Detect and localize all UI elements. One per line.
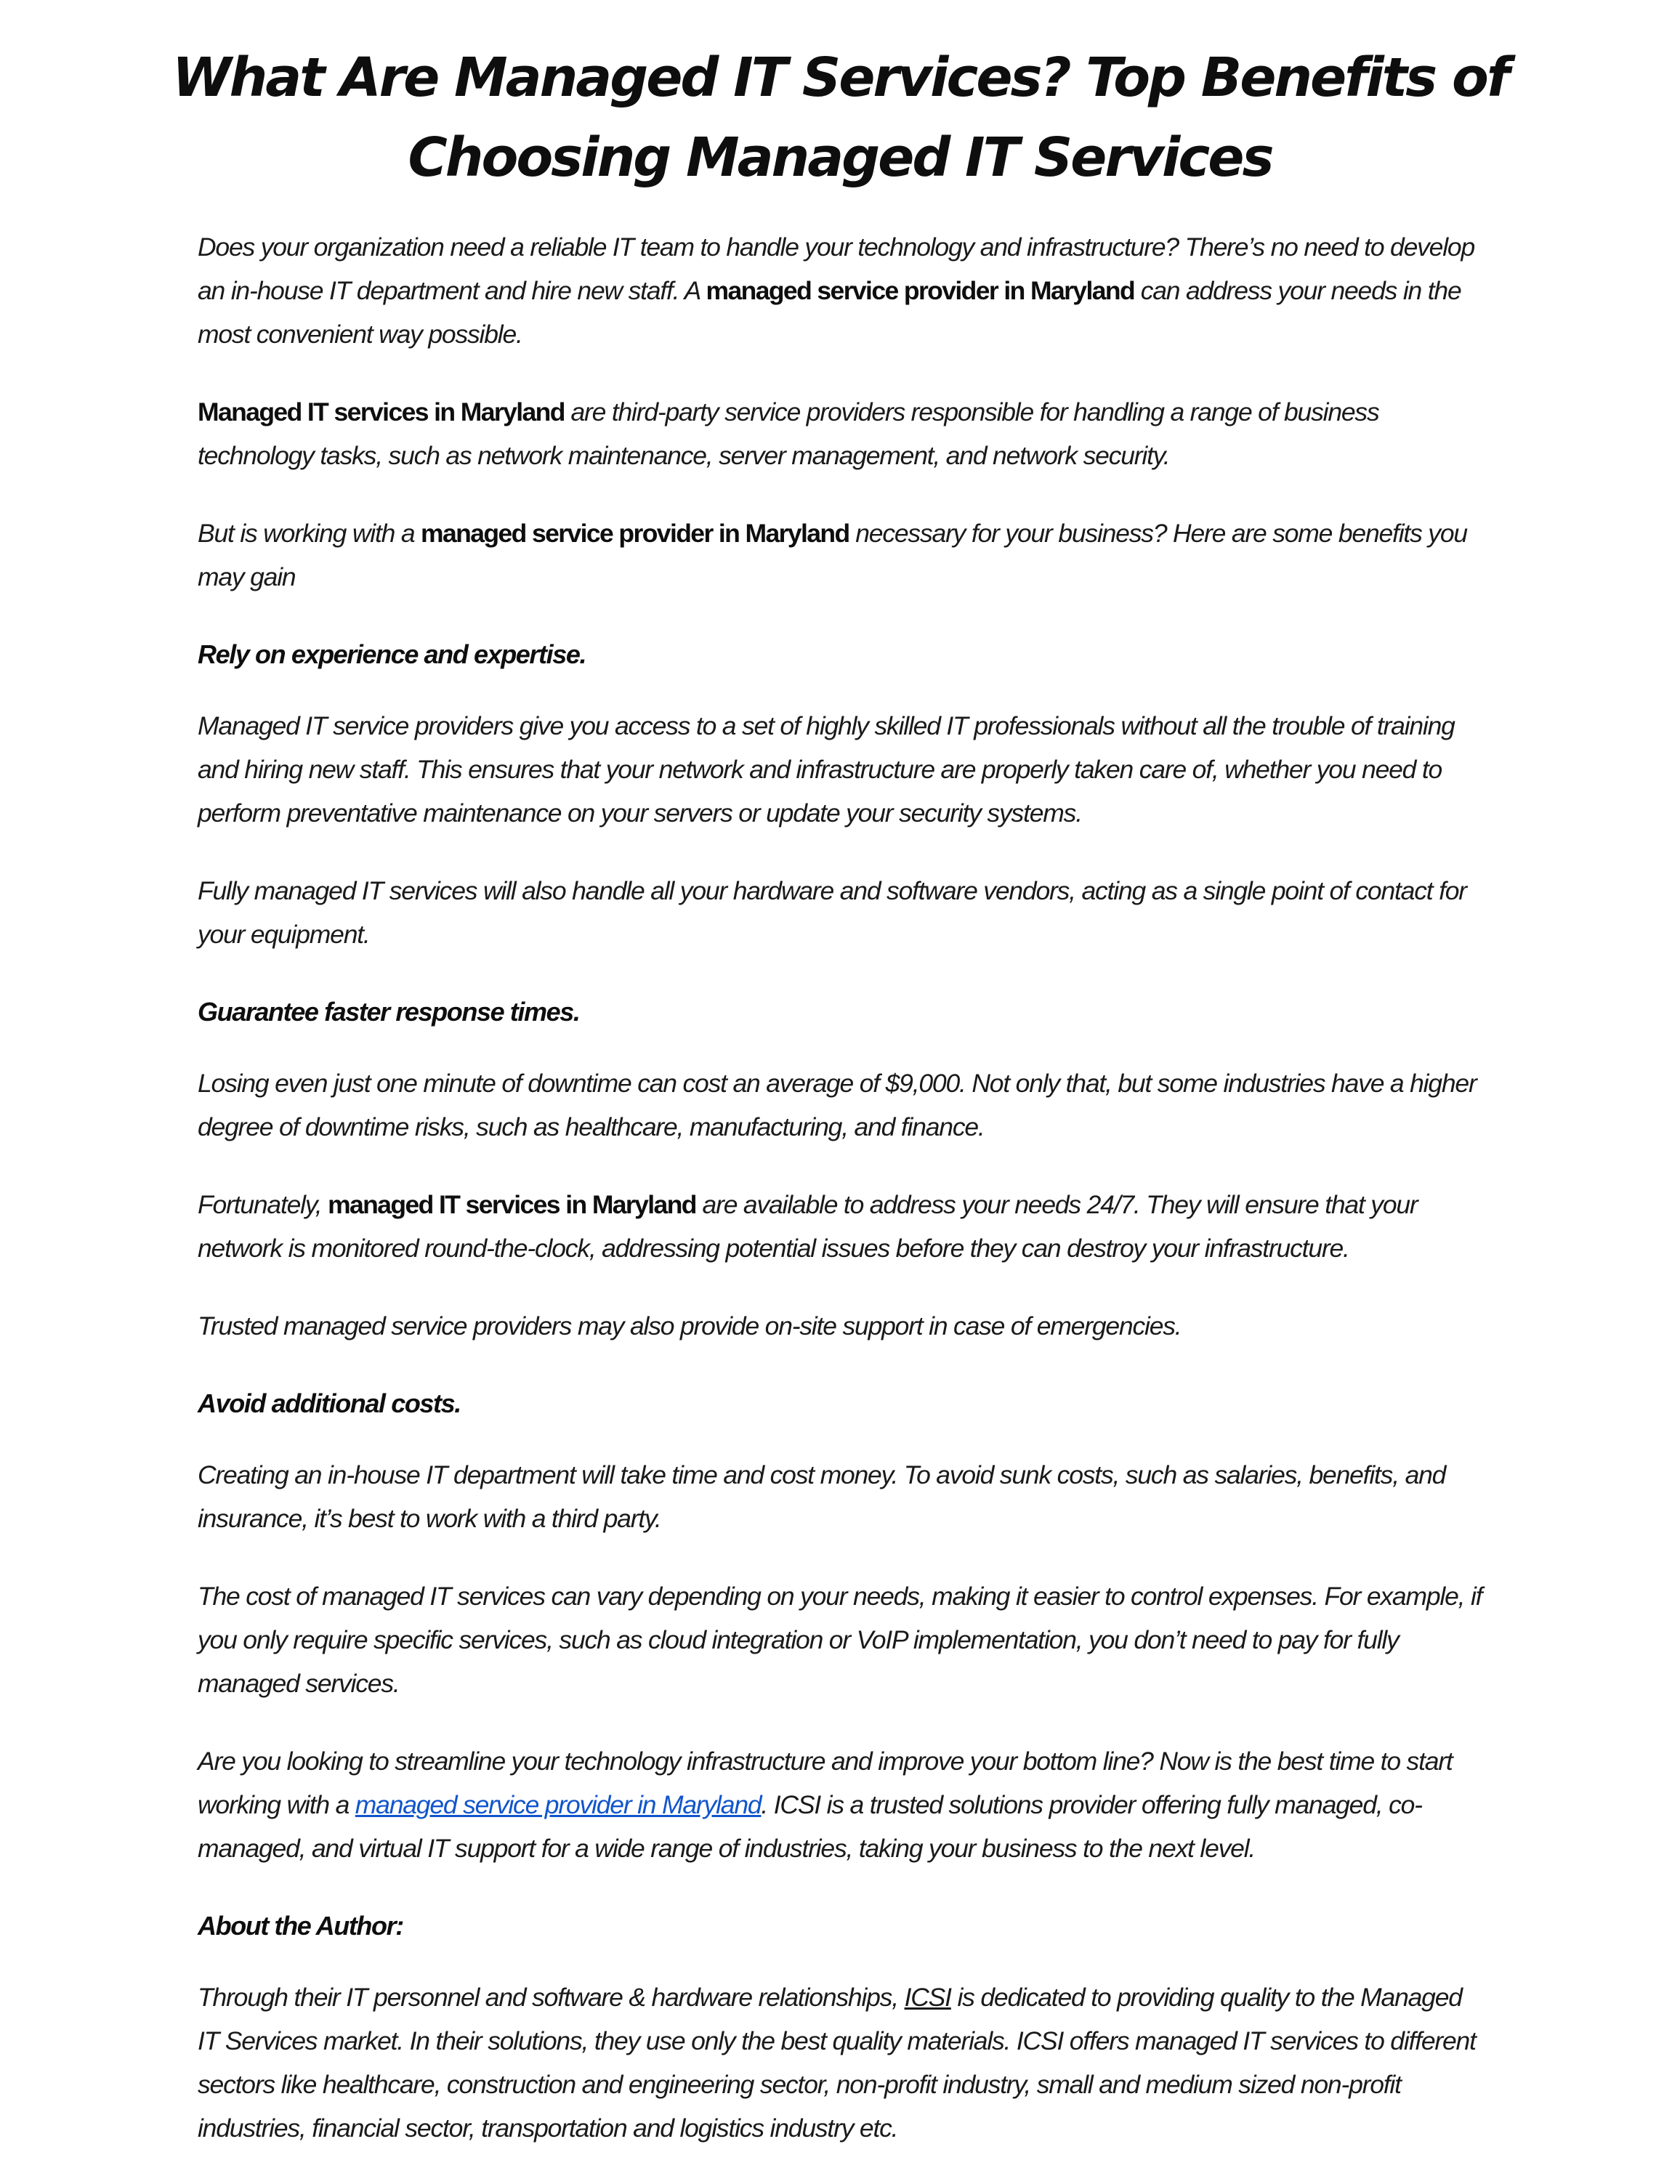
question-keyword: managed service provider in Maryland [421,519,849,548]
response-paragraph-3: Trusted managed service providers may also provide on-site support in case of emergencies. [198,1311,1182,1340]
page-title: What Are Managed IT Services? Top Benefits of Choosing Managed IT Services [171,46,1509,189]
response-text-2: are available to address your needs 24/7. They will ensure that your network is monitored round-the-clock, addressing potential issues before they can destroy your infrastructure. [198,1190,1418,1263]
question-text-2: necessary for your business? Here are some benefits you may gain [198,519,1467,591]
response-paragraph-1: Losing even just one minute of downtime can cost an average of $9,000. Not only that, but some industries have a higher degree of downtime risks, such as healthcare, manufacturing, and finance. [198,1069,1477,1141]
definition-paragraph [198,390,1484,477]
intro-keyword: managed service provider in Maryland [706,276,1135,305]
author-text-2: is dedicated to providing quality to the Managed IT Services market. In their solutions, they use only the best quality materials. ICSI offers managed IT services to different sectors like healthcare, construction and engineering sector, non-profit industry, small and medium sized non-profit industries, financial sector, transportation and logistics industry etc. [198,1983,1476,2143]
response-text-1: Fortunately, [198,1190,328,1219]
response-keyword: managed IT services in Maryland [328,1190,696,1219]
section-heading-expertise: Rely on experience and expertise. [198,639,586,669]
author-heading: About the Author: [198,1911,403,1941]
closing-paragraph [198,1739,1484,1870]
definition-keyword: Managed IT services in Maryland [198,397,565,426]
closing-text-1: Are you looking to streamline your technology infrastructure and improve your bottom line? Now is the best time to start working with a [198,1747,1453,1819]
costs-paragraph-2: The cost of managed IT services can vary depending on your needs, making it easier to control expenses. For example, if you only require specific services, such as cloud integration or VoIP implementation, you don’t need to pay for fully managed services. [198,1582,1482,1698]
intro-paragraph [198,225,1484,356]
response-paragraph-2 [198,1183,1484,1270]
costs-paragraph-1: Creating an in-house IT department will take time and cost money. To avoid sunk costs, such as salaries, benefits, and insurance, it’s best to work with a third party. [198,1460,1446,1533]
section-heading-response-times: Guarantee faster response times. [198,997,580,1027]
article-body [198,225,1484,2184]
icsi-link[interactable]: ICSI [904,1983,951,2012]
intro-text-2: can address your needs in the most convenient way possible. [198,276,1461,349]
closing-text-2: . ICSI is a trusted solutions provider offering fully managed, co-managed, and virtual IT support for a wide range of industries, taking your business to the next level. [198,1790,1422,1863]
definition-text: are third-party service providers responsible for handling a range of business technology tasks, such as network maintenance, server management, and network security. [198,397,1379,470]
question-text-1: But is working with a [198,519,421,548]
question-paragraph [198,511,1484,599]
section-heading-costs: Avoid additional costs. [198,1388,461,1418]
intro-text-1: Does your organization need a reliable IT team to handle your technology and infrastructure? There’s no need to develop an in-house IT department and hire new staff. A [198,232,1474,305]
managed-service-provider-link[interactable]: managed service provider in Maryland [355,1790,762,1819]
author-text-1: Through their IT personnel and software & hardware relationships, [198,1983,905,2012]
author-paragraph [198,1975,1484,2150]
expertise-paragraph-2: Fully managed IT services will also handle all your hardware and software vendors, acting as a single point of contact for your equipment. [198,876,1466,949]
expertise-paragraph-1: Managed IT service providers give you access to a set of highly skilled IT professionals without all the trouble of training and hiring new staff. This ensures that your network and infrastructure are properly taken care of, whether you need to perform preventative maintenance on your servers or update your security systems. [198,711,1455,828]
